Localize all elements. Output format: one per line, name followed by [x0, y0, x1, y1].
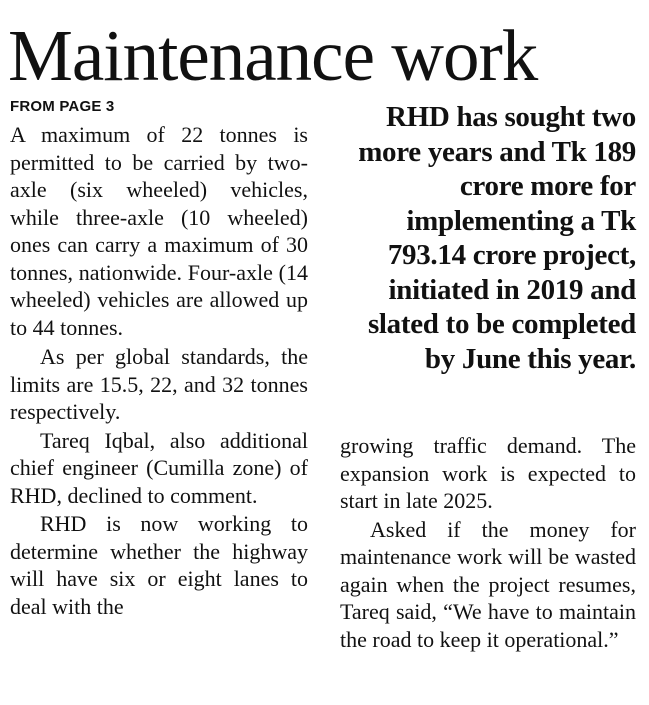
right-paragraph-1: growing traffic demand. The expansion work is expected to start in late 2025.	[340, 433, 636, 513]
left-paragraph-3: Tareq Iqbal, also additional chief engineer (Cumilla zone) of RHD, declined to comment.	[10, 427, 308, 508]
left-paragraph-1: A maximum of 22 tonnes is permitted to be carried by two-axle (six wheeled) vehicles, while three-axle (10 wheeled) ones can carry a maximum of 30 tonnes, nationwide. Four-axle (14 wheeled) vehicles are allowed up to 44 tonnes.	[10, 122, 308, 340]
right-paragraph-2: Asked if the money for maintenance work will be wasted again when the project resumes, Tareq said, “We have to maintain the road to keep it operational.”	[340, 516, 636, 652]
pull-quote: RHD has sought two more years and Tk 189 crore more for implementing a Tk 793.14 crore project, initiated in 2019 and slated to be completed by June this year.	[358, 101, 636, 375]
left-paragraph-4: RHD is now working to determine whether the highway will have six or eight lanes to deal with the	[10, 511, 308, 619]
continuation-kicker: FROM PAGE 3	[10, 98, 115, 115]
headline: Maintenance work	[8, 15, 538, 96]
right-column	[340, 432, 636, 654]
left-column	[10, 121, 308, 621]
left-paragraph-2: As per global standards, the limits are 15.5, 22, and 32 tonnes respectively.	[10, 344, 308, 424]
